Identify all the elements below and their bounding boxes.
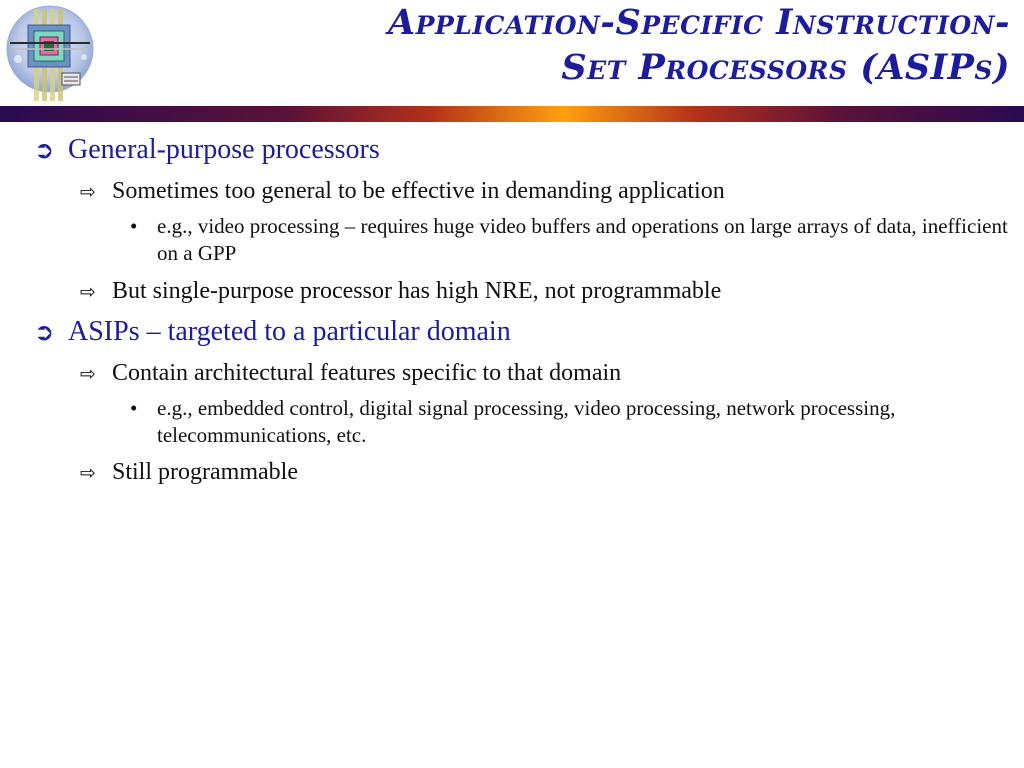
bullet-text: e.g., embedded control, digital signal processing, video processing, network processing, telecommunications, etc. [157,396,896,447]
bullet-dot-icon: • [130,396,138,420]
hollow-arrow-icon: ⇨ [80,181,96,203]
slide-title [130,0,1010,90]
bullet-level-2 [80,458,298,487]
bullet-dot-icon: • [130,214,138,238]
hollow-arrow-icon: ⇨ [80,462,96,484]
bullet-text: Sometimes too general to be effective in demanding application [112,178,725,204]
bullet-level-3 [130,395,1010,449]
hollow-arrow-icon: ⇨ [80,363,96,385]
bullet-level-1 [34,316,511,348]
slide-title-line-2: Set Processors (ASIPs) [561,47,1010,88]
bullet-text: Contain architectural features specific to that domain [112,360,622,386]
slide-title-line-1: Application-Specific Instruction- [388,2,1010,43]
hollow-arrow-icon: ⇨ [80,281,96,303]
bullet-level-2 [80,359,621,388]
bullet-text: ASIPs – targeted to a particular domain [68,316,511,347]
arrow-right-circle-icon: ➲ [34,318,55,346]
arrow-right-circle-icon: ➲ [34,136,55,164]
chip-logo-icon [4,3,96,103]
bullet-level-2 [80,277,721,306]
title-divider-bar [0,106,1024,122]
bullet-level-2 [80,177,725,206]
bullet-level-1 [34,134,380,166]
bullet-text: General-purpose processors [68,134,380,165]
bullet-text: e.g., video processing – requires huge video buffers and operations on large arrays of data, inefficient on a GPP [157,214,1008,265]
bullet-text: But single-purpose processor has high NRE, not programmable [112,278,722,304]
bullet-level-3 [130,213,1010,267]
bullet-text: Still programmable [112,459,298,485]
